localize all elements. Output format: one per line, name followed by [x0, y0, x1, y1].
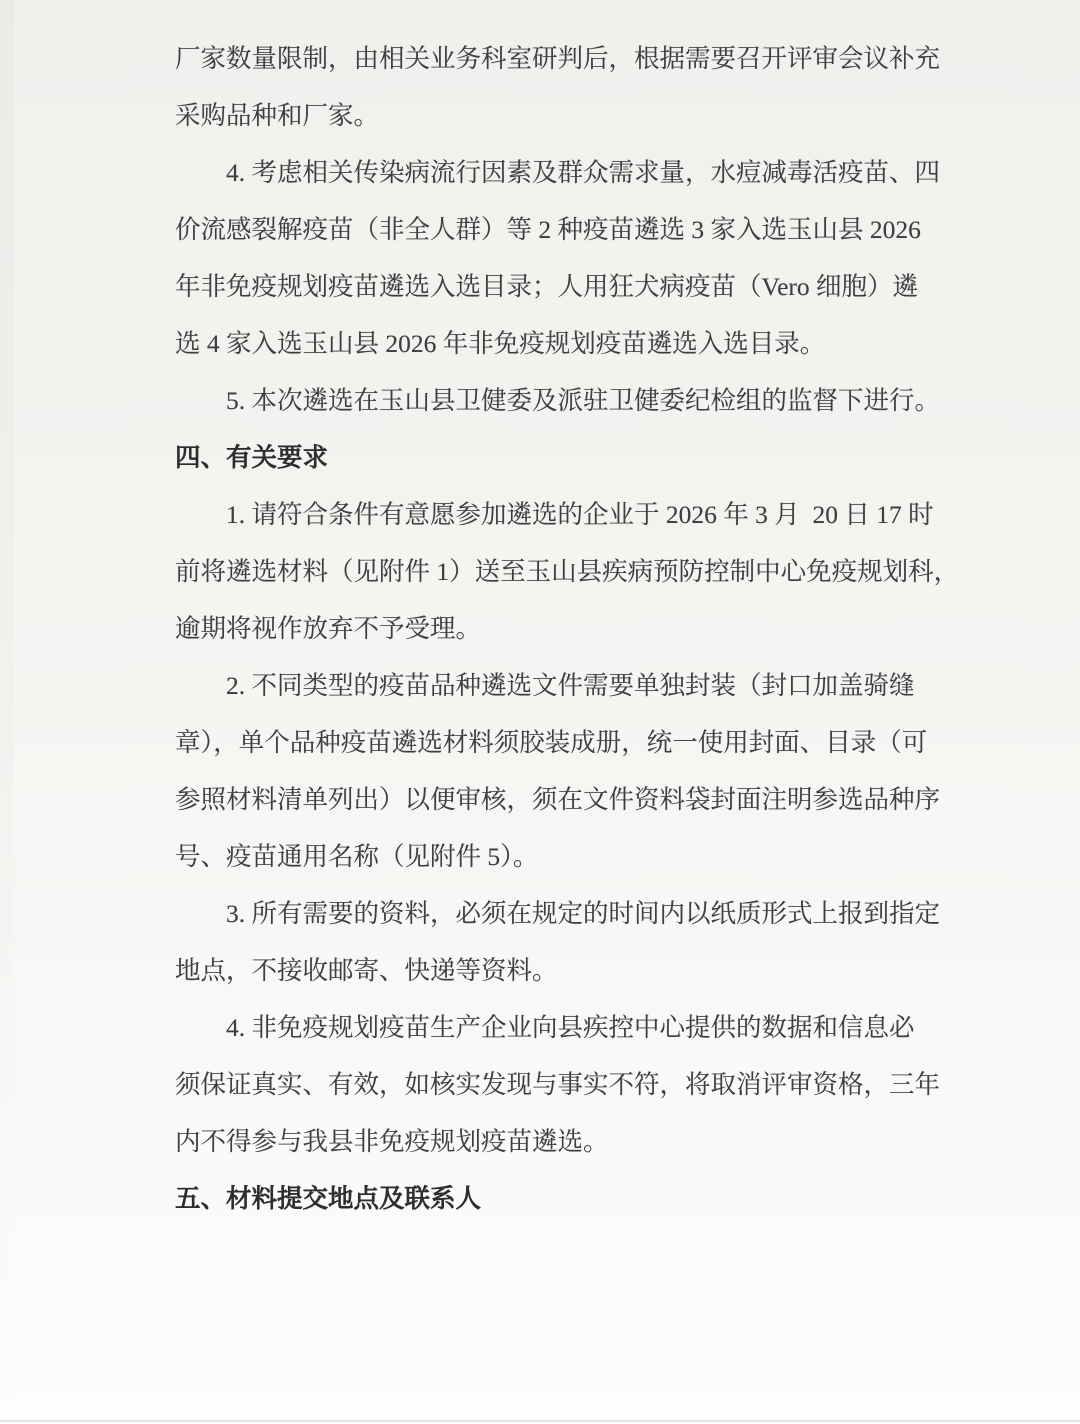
document-line: 前将遴选材料（见附件 1）送至玉山县疾病预防控制中心免疫规划科，: [175, 557, 960, 586]
document-line: 5. 本次遴选在玉山县卫健委及派驻卫健委纪检组的监督下进行。: [226, 386, 941, 415]
scan-edge-artifact: [0, 0, 14, 1424]
document-line: 厂家数量限制，由相关业务科室研判后，根据需要召开评审会议补充: [175, 44, 941, 73]
document-line: 2. 不同类型的疫苗品种遴选文件需要单独封装（封口加盖骑缝: [226, 671, 915, 700]
document-line: 4. 考虑相关传染病流行因素及群众需求量，水痘减毒活疫苗、四: [226, 158, 941, 187]
document-line: 内不得参与我县非免疫规划疫苗遴选。: [175, 1127, 609, 1156]
document-line: 章），单个品种疫苗遴选材料须胶装成册，统一使用封面、目录（可: [175, 728, 928, 757]
document-line: 1. 请符合条件有意愿参加遴选的企业于 2026 年 3 月 20 日 17 时: [226, 500, 934, 529]
section-heading: 五、材料提交地点及联系人: [175, 1184, 482, 1213]
document-line: 参照材料清单列出）以便审核，须在文件资料袋封面注明参选品种序: [175, 785, 941, 814]
document-line: 价流感裂解疫苗（非全人群）等 2 种疫苗遴选 3 家入选玉山县 2026: [175, 215, 921, 244]
document-line: 地点，不接收邮寄、快递等资料。: [175, 956, 558, 985]
document-line: 选 4 家入选玉山县 2026 年非免疫规划疫苗遴选入选目录。: [175, 329, 826, 358]
document-line: 4. 非免疫规划疫苗生产企业向县疾控中心提供的数据和信息必: [226, 1013, 915, 1042]
document-line: 年非免疫规划疫苗遴选入选目录；人用狂犬病疫苗（Vero 细胞）遴: [175, 272, 919, 301]
document-line: 逾期将视作放弃不予受理。: [175, 614, 482, 643]
document-line: 须保证真实、有效，如核实发现与事实不符，将取消评审资格，三年: [175, 1070, 941, 1099]
document-line: 3. 所有需要的资料，必须在规定的时间内以纸质形式上报到指定: [226, 899, 941, 928]
page-bottom-edge-line: [0, 1420, 1080, 1422]
document-line: 采购品种和厂家。: [175, 101, 380, 130]
section-heading: 四、有关要求: [175, 443, 329, 472]
document-content: [175, 30, 960, 1227]
document-line: 号、疫苗通用名称（见附件 5）。: [175, 842, 539, 871]
